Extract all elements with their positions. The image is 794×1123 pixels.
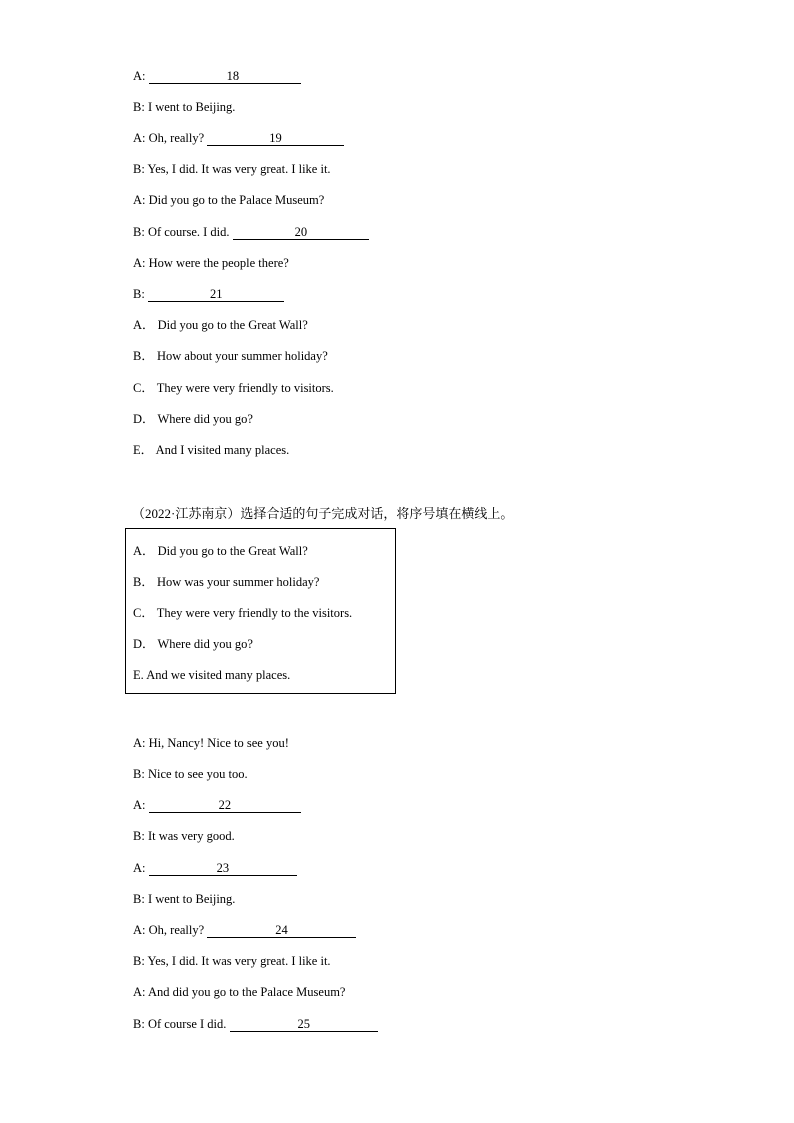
blank-number: 19 [269, 131, 282, 145]
speaker-label: B: [133, 954, 145, 968]
option-item [133, 605, 352, 621]
option-item [133, 317, 308, 333]
blank-number: 25 [297, 1017, 311, 1031]
dialog-text: I went to Beijing. [147, 100, 236, 114]
speaker-label: A: [133, 256, 146, 270]
options-box [125, 528, 396, 694]
option-letter: A． [133, 544, 155, 558]
dialog-text: And did you go to the Palace Museum? [147, 985, 346, 999]
dialog-line [133, 891, 235, 907]
option-text: They were very friendly to visitors. [156, 381, 334, 395]
speaker-label: B: [133, 892, 145, 906]
dialog-text: It was very good. [147, 829, 235, 843]
answer-blank[interactable] [149, 798, 302, 813]
dialog-text: Hi, Nancy! Nice to see you! [148, 736, 289, 750]
option-letter: D． [133, 637, 155, 651]
option-letter: A． [133, 318, 155, 332]
option-text: How was your summer holiday? [156, 575, 320, 589]
speaker-label: A: [133, 861, 146, 875]
option-item [133, 636, 253, 652]
dialog-line [133, 99, 235, 115]
option-text: Where did you go? [157, 637, 253, 651]
blank-number: 24 [275, 923, 288, 937]
option-letter: D． [133, 412, 155, 426]
dialog-text: Yes, I did. It was very great. I like it. [147, 954, 331, 968]
dialog-line [133, 953, 331, 969]
answer-blank[interactable] [148, 287, 285, 302]
blank-number: 23 [216, 861, 230, 875]
dialog-text: Yes, I did. It was very great. I like it. [147, 162, 331, 176]
option-item [133, 667, 290, 683]
option-item [133, 380, 334, 396]
option-item [133, 574, 319, 590]
speaker-label: A: [133, 69, 146, 83]
dialog-text: Of course I did. [147, 1017, 227, 1031]
option-letter: C． [133, 606, 154, 620]
speaker-label: B: [133, 100, 145, 114]
dialog-line [133, 1016, 378, 1032]
dialog-text: Oh, really? [148, 923, 205, 937]
speaker-label: B: [133, 287, 145, 301]
blank-number: 20 [294, 225, 308, 239]
dialog-line [133, 161, 331, 177]
dialog-line [133, 828, 235, 844]
speaker-label: B: [133, 829, 145, 843]
option-item [133, 543, 308, 559]
blank-number: 22 [218, 798, 232, 812]
dialog-line [133, 130, 344, 146]
option-text: They were very friendly to the visitors. [156, 606, 353, 620]
dialog-line [133, 984, 345, 1000]
option-item [133, 411, 253, 427]
dialog-text: Oh, really? [148, 131, 205, 145]
dialog-line [133, 766, 248, 782]
blank-number: 21 [209, 287, 223, 301]
option-item [133, 442, 289, 458]
speaker-label: A: [133, 798, 146, 812]
dialog-line [133, 735, 289, 751]
option-letter: B． [133, 349, 154, 363]
dialog-text: Did you go to the Palace Museum? [148, 193, 325, 207]
speaker-label: A: [133, 923, 146, 937]
speaker-label: A: [133, 985, 146, 999]
speaker-label: B: [133, 225, 145, 239]
speaker-label: B: [133, 1017, 145, 1031]
answer-blank[interactable] [149, 69, 302, 84]
answer-blank[interactable] [207, 131, 344, 146]
speaker-label: A: [133, 736, 146, 750]
answer-blank[interactable] [230, 1017, 379, 1032]
answer-blank[interactable] [207, 923, 356, 938]
dialog-text: Nice to see you too. [147, 767, 248, 781]
dialog-line [133, 224, 369, 240]
option-letter: E． [133, 443, 154, 457]
option-text: Did you go to the Great Wall? [157, 318, 308, 332]
answer-blank[interactable] [149, 861, 298, 876]
dialog-line [133, 192, 324, 208]
option-letter: C． [133, 381, 154, 395]
option-text: Where did you go? [157, 412, 253, 426]
dialog-line [133, 922, 356, 938]
option-text: How about your summer holiday? [156, 349, 328, 363]
option-text: And we visited many places. [146, 668, 291, 682]
dialog-line [133, 68, 301, 84]
dialog-line [133, 860, 297, 876]
dialog-line [133, 286, 284, 302]
answer-blank[interactable] [233, 225, 370, 240]
blank-number: 18 [226, 69, 240, 83]
dialog-text: I went to Beijing. [147, 892, 236, 906]
dialog-text: How were the people there? [148, 256, 289, 270]
speaker-label: B: [133, 162, 145, 176]
option-text: And I visited many places. [155, 443, 290, 457]
option-item [133, 348, 328, 364]
option-letter: E. [133, 668, 144, 682]
dialog-line [133, 255, 289, 271]
option-letter: B． [133, 575, 154, 589]
section-heading: （2022·江苏南京）选择合适的句子完成对话，将序号填在横线上。 [132, 506, 514, 521]
dialog-line [133, 797, 301, 813]
speaker-label: A: [133, 131, 146, 145]
speaker-label: B: [133, 767, 145, 781]
option-text: Did you go to the Great Wall? [157, 544, 308, 558]
speaker-label: A: [133, 193, 146, 207]
dialog-text: Of course. I did. [147, 225, 230, 239]
